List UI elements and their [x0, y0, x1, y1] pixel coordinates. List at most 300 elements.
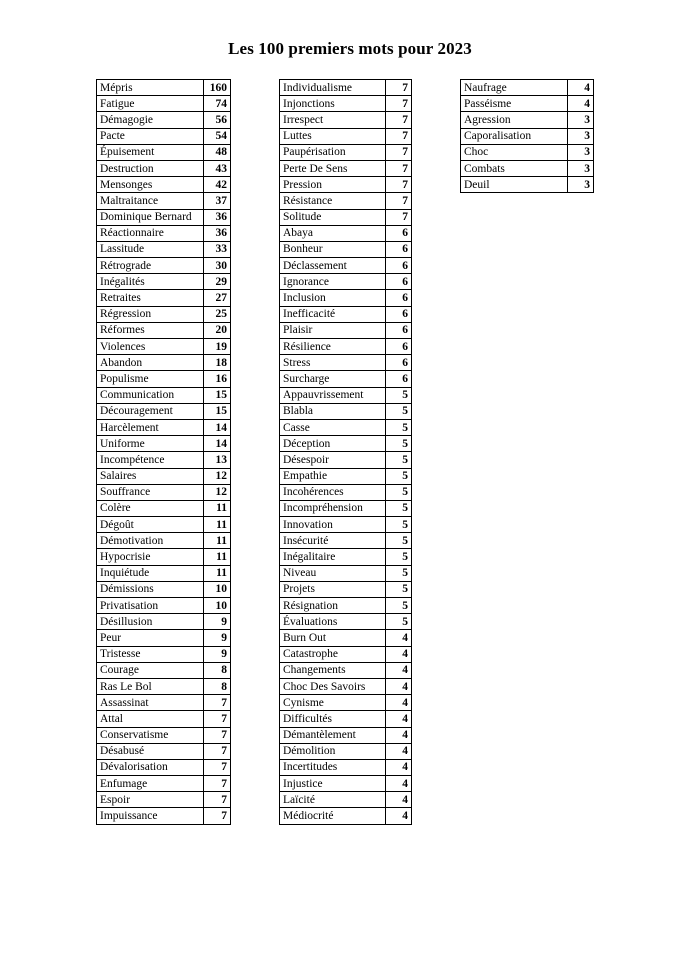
- count-cell: 9: [204, 646, 231, 662]
- count-cell: 27: [204, 290, 231, 306]
- word-cell: Espoir: [97, 792, 204, 808]
- count-cell: 6: [386, 241, 412, 257]
- count-cell: 33: [204, 241, 231, 257]
- word-cell: Deuil: [461, 177, 568, 193]
- table-row: [280, 436, 412, 452]
- table-row: [461, 80, 594, 96]
- table-row: [97, 646, 231, 662]
- count-cell: 25: [204, 306, 231, 322]
- table-row: [280, 662, 412, 678]
- word-cell: Naufrage: [461, 80, 568, 96]
- word-cell: Insécurité: [280, 533, 386, 549]
- count-cell: 16: [204, 371, 231, 387]
- count-cell: 29: [204, 274, 231, 290]
- count-cell: 6: [386, 339, 412, 355]
- table-row: [280, 711, 412, 727]
- count-cell: 6: [386, 322, 412, 338]
- table-row: [97, 792, 231, 808]
- table-row: [97, 96, 231, 112]
- count-cell: 7: [204, 776, 231, 792]
- table-row: [280, 808, 412, 824]
- word-cell: Populisme: [97, 371, 204, 387]
- table-row: [97, 80, 231, 96]
- table-row: [280, 403, 412, 419]
- table-row: [280, 759, 412, 775]
- word-cell: Courage: [97, 662, 204, 678]
- word-cell: Irrespect: [280, 112, 386, 128]
- table-row: [280, 80, 412, 96]
- word-cell: Harcèlement: [97, 419, 204, 435]
- table-row: [280, 290, 412, 306]
- count-cell: 4: [386, 808, 412, 824]
- word-cell: Solitude: [280, 209, 386, 225]
- count-cell: 4: [386, 711, 412, 727]
- word-cell: Inefficacité: [280, 306, 386, 322]
- count-cell: 5: [386, 468, 412, 484]
- word-cell: Épuisement: [97, 144, 204, 160]
- table-row: [97, 695, 231, 711]
- word-cell: Lassitude: [97, 241, 204, 257]
- count-cell: 74: [204, 96, 231, 112]
- table-row: [280, 209, 412, 225]
- table-row: [280, 695, 412, 711]
- table-row: [97, 759, 231, 775]
- table-row: [280, 274, 412, 290]
- table-row: [280, 743, 412, 759]
- count-cell: 4: [568, 96, 594, 112]
- word-cell: Caporalisation: [461, 128, 568, 144]
- count-cell: 7: [386, 96, 412, 112]
- table-row: [97, 258, 231, 274]
- table-row: [280, 581, 412, 597]
- word-cell: Désillusion: [97, 614, 204, 630]
- word-cell: Rétrograde: [97, 258, 204, 274]
- table-row: [280, 678, 412, 694]
- count-cell: 9: [204, 630, 231, 646]
- table-row: [280, 565, 412, 581]
- word-cell: Catastrophe: [280, 646, 386, 662]
- word-cell: Mensonges: [97, 177, 204, 193]
- count-cell: 19: [204, 339, 231, 355]
- word-cell: Pacte: [97, 128, 204, 144]
- count-cell: 7: [386, 193, 412, 209]
- count-cell: 6: [386, 355, 412, 371]
- table-row: [97, 662, 231, 678]
- count-cell: 6: [386, 290, 412, 306]
- table-row: [280, 500, 412, 516]
- count-cell: 3: [568, 177, 594, 193]
- table-row: [280, 630, 412, 646]
- word-cell: Laïcité: [280, 792, 386, 808]
- count-cell: 4: [386, 695, 412, 711]
- table-row: [280, 128, 412, 144]
- count-cell: 4: [386, 743, 412, 759]
- count-cell: 12: [204, 468, 231, 484]
- word-cell: Démolition: [280, 743, 386, 759]
- table-row: [97, 598, 231, 614]
- word-cell: Injustice: [280, 776, 386, 792]
- count-cell: 6: [386, 258, 412, 274]
- count-cell: 7: [386, 209, 412, 225]
- count-cell: 7: [386, 144, 412, 160]
- table-row: [97, 387, 231, 403]
- table-row: [280, 177, 412, 193]
- count-cell: 6: [386, 274, 412, 290]
- word-cell: Dégoût: [97, 517, 204, 533]
- word-cell: Résilience: [280, 339, 386, 355]
- word-cell: Perte De Sens: [280, 160, 386, 176]
- table-row: [461, 128, 594, 144]
- table-row: [280, 339, 412, 355]
- table-row: [97, 468, 231, 484]
- word-cell: Communication: [97, 387, 204, 403]
- table-row: [280, 96, 412, 112]
- count-cell: 12: [204, 484, 231, 500]
- word-cell: Maltraitance: [97, 193, 204, 209]
- word-cell: Peur: [97, 630, 204, 646]
- table-row: [280, 419, 412, 435]
- count-cell: 4: [568, 80, 594, 96]
- word-cell: Ras Le Bol: [97, 678, 204, 694]
- word-cell: Hypocrisie: [97, 549, 204, 565]
- table-row: [97, 371, 231, 387]
- count-cell: 37: [204, 193, 231, 209]
- word-cell: Bonheur: [280, 241, 386, 257]
- word-cell: Régression: [97, 306, 204, 322]
- word-cell: Destruction: [97, 160, 204, 176]
- count-cell: 10: [204, 581, 231, 597]
- table-row: [97, 419, 231, 435]
- count-cell: 11: [204, 500, 231, 516]
- word-cell: Enfumage: [97, 776, 204, 792]
- table-row: [97, 776, 231, 792]
- count-cell: 3: [568, 128, 594, 144]
- table-row: [97, 565, 231, 581]
- count-cell: 5: [386, 598, 412, 614]
- count-cell: 7: [204, 792, 231, 808]
- table-row: [280, 533, 412, 549]
- word-cell: Agression: [461, 112, 568, 128]
- count-cell: 4: [386, 792, 412, 808]
- count-cell: 56: [204, 112, 231, 128]
- table-row: [280, 371, 412, 387]
- count-cell: 4: [386, 646, 412, 662]
- count-cell: 7: [386, 80, 412, 96]
- count-cell: 14: [204, 419, 231, 435]
- page-title: Les 100 premiers mots pour 2023: [228, 39, 472, 58]
- word-cell: Privatisation: [97, 598, 204, 614]
- word-cell: Résignation: [280, 598, 386, 614]
- table-row: [97, 727, 231, 743]
- word-cell: Surcharge: [280, 371, 386, 387]
- table-row: [97, 306, 231, 322]
- table-row: [97, 274, 231, 290]
- count-cell: 7: [204, 759, 231, 775]
- count-cell: 7: [204, 727, 231, 743]
- word-cell: Inclusion: [280, 290, 386, 306]
- count-cell: 14: [204, 436, 231, 452]
- table-row: [97, 339, 231, 355]
- word-cell: Burn Out: [280, 630, 386, 646]
- table-row: [280, 306, 412, 322]
- table-row: [461, 96, 594, 112]
- word-cell: Choc Des Savoirs: [280, 678, 386, 694]
- count-cell: 4: [386, 662, 412, 678]
- count-cell: 42: [204, 177, 231, 193]
- word-cell: Blabla: [280, 403, 386, 419]
- count-cell: 5: [386, 387, 412, 403]
- word-cell: Dévalorisation: [97, 759, 204, 775]
- count-cell: 6: [386, 306, 412, 322]
- table-row: [97, 128, 231, 144]
- word-cell: Inégalitaire: [280, 549, 386, 565]
- word-cell: Découragement: [97, 403, 204, 419]
- count-cell: 5: [386, 436, 412, 452]
- word-cell: Démagogie: [97, 112, 204, 128]
- word-cell: Évaluations: [280, 614, 386, 630]
- count-cell: 7: [386, 177, 412, 193]
- count-cell: 5: [386, 614, 412, 630]
- count-cell: 11: [204, 565, 231, 581]
- count-cell: 43: [204, 160, 231, 176]
- table-row: [280, 225, 412, 241]
- count-cell: 5: [386, 517, 412, 533]
- table-row: [280, 322, 412, 338]
- count-cell: 7: [204, 743, 231, 759]
- word-cell: Salaires: [97, 468, 204, 484]
- word-cell: Fatigue: [97, 96, 204, 112]
- table-row: [97, 533, 231, 549]
- word-cell: Changements: [280, 662, 386, 678]
- word-cell: Dominique Bernard: [97, 209, 204, 225]
- table-row: [97, 290, 231, 306]
- word-cell: Désabusé: [97, 743, 204, 759]
- table-row: [280, 646, 412, 662]
- word-cell: Tristesse: [97, 646, 204, 662]
- count-cell: 4: [386, 678, 412, 694]
- count-cell: 5: [386, 533, 412, 549]
- count-cell: 36: [204, 225, 231, 241]
- count-cell: 48: [204, 144, 231, 160]
- table-row: [97, 743, 231, 759]
- table-row: [280, 144, 412, 160]
- table-row: [97, 177, 231, 193]
- count-cell: 3: [568, 112, 594, 128]
- count-cell: 7: [386, 128, 412, 144]
- count-cell: 3: [568, 144, 594, 160]
- word-cell: Choc: [461, 144, 568, 160]
- word-cell: Désespoir: [280, 452, 386, 468]
- word-cell: Attal: [97, 711, 204, 727]
- word-cell: Réactionnaire: [97, 225, 204, 241]
- word-cell: Individualisme: [280, 80, 386, 96]
- count-cell: 5: [386, 500, 412, 516]
- table-row: [97, 209, 231, 225]
- word-cell: Passéisme: [461, 96, 568, 112]
- count-cell: 7: [204, 695, 231, 711]
- table-row: [97, 484, 231, 500]
- table-row: [97, 711, 231, 727]
- word-cell: Combats: [461, 160, 568, 176]
- table-row: [97, 581, 231, 597]
- count-cell: 4: [386, 759, 412, 775]
- count-cell: 9: [204, 614, 231, 630]
- word-cell: Incertitudes: [280, 759, 386, 775]
- word-cell: Conservatisme: [97, 727, 204, 743]
- table-row: [280, 776, 412, 792]
- table-row: [280, 614, 412, 630]
- table-row: [97, 160, 231, 176]
- table-row: [461, 144, 594, 160]
- word-cell: Appauvrissement: [280, 387, 386, 403]
- table-row: [97, 193, 231, 209]
- count-cell: 8: [204, 678, 231, 694]
- count-cell: 11: [204, 533, 231, 549]
- table-row: [97, 322, 231, 338]
- word-cell: Empathie: [280, 468, 386, 484]
- table-row: [280, 355, 412, 371]
- word-cell: Médiocrité: [280, 808, 386, 824]
- word-cell: Stress: [280, 355, 386, 371]
- count-cell: 6: [386, 371, 412, 387]
- word-cell: Démissions: [97, 581, 204, 597]
- table-row: [280, 112, 412, 128]
- word-cell: Déception: [280, 436, 386, 452]
- word-cell: Cynisme: [280, 695, 386, 711]
- word-table-column-3: [460, 79, 594, 193]
- word-cell: Niveau: [280, 565, 386, 581]
- table-row: [280, 468, 412, 484]
- table-row: [280, 517, 412, 533]
- word-cell: Colère: [97, 500, 204, 516]
- table-row: [97, 549, 231, 565]
- word-cell: Injonctions: [280, 96, 386, 112]
- count-cell: 5: [386, 403, 412, 419]
- word-table-column-1: [96, 79, 231, 825]
- count-cell: 5: [386, 565, 412, 581]
- word-cell: Démotivation: [97, 533, 204, 549]
- word-cell: Incompétence: [97, 452, 204, 468]
- count-cell: 5: [386, 581, 412, 597]
- table-row: [97, 112, 231, 128]
- count-cell: 3: [568, 160, 594, 176]
- count-cell: 160: [204, 80, 231, 96]
- count-cell: 36: [204, 209, 231, 225]
- table-row: [280, 727, 412, 743]
- count-cell: 5: [386, 452, 412, 468]
- table-row: [280, 241, 412, 257]
- word-cell: Incompréhension: [280, 500, 386, 516]
- word-cell: Retraites: [97, 290, 204, 306]
- count-cell: 15: [204, 403, 231, 419]
- table-row: [280, 193, 412, 209]
- count-cell: 6: [386, 225, 412, 241]
- count-cell: 30: [204, 258, 231, 274]
- word-cell: Impuissance: [97, 808, 204, 824]
- word-cell: Inégalités: [97, 274, 204, 290]
- table-row: [97, 452, 231, 468]
- count-cell: 4: [386, 776, 412, 792]
- table-row: [461, 177, 594, 193]
- count-cell: 20: [204, 322, 231, 338]
- table-row: [97, 808, 231, 824]
- word-cell: Uniforme: [97, 436, 204, 452]
- table-row: [97, 630, 231, 646]
- word-cell: Pression: [280, 177, 386, 193]
- table-row: [280, 484, 412, 500]
- word-cell: Ignorance: [280, 274, 386, 290]
- count-cell: 7: [386, 112, 412, 128]
- word-cell: Abandon: [97, 355, 204, 371]
- count-cell: 15: [204, 387, 231, 403]
- word-cell: Plaisir: [280, 322, 386, 338]
- table-row: [97, 403, 231, 419]
- table-row: [280, 452, 412, 468]
- table-row: [280, 792, 412, 808]
- table-row: [280, 387, 412, 403]
- count-cell: 5: [386, 484, 412, 500]
- count-cell: 5: [386, 419, 412, 435]
- table-row: [280, 160, 412, 176]
- count-cell: 7: [386, 160, 412, 176]
- table-row: [280, 598, 412, 614]
- count-cell: 8: [204, 662, 231, 678]
- word-cell: Difficultés: [280, 711, 386, 727]
- table-row: [97, 614, 231, 630]
- count-cell: 5: [386, 549, 412, 565]
- table-row: [97, 225, 231, 241]
- count-cell: 4: [386, 630, 412, 646]
- table-row: [97, 355, 231, 371]
- word-cell: Assassinat: [97, 695, 204, 711]
- table-row: [97, 500, 231, 516]
- word-cell: Réformes: [97, 322, 204, 338]
- count-cell: 11: [204, 517, 231, 533]
- word-cell: Souffrance: [97, 484, 204, 500]
- word-cell: Incohérences: [280, 484, 386, 500]
- count-cell: 13: [204, 452, 231, 468]
- count-cell: 4: [386, 727, 412, 743]
- count-cell: 11: [204, 549, 231, 565]
- word-table-column-2: [279, 79, 412, 825]
- word-cell: Abaya: [280, 225, 386, 241]
- table-row: [97, 241, 231, 257]
- count-cell: 18: [204, 355, 231, 371]
- count-cell: 54: [204, 128, 231, 144]
- word-cell: Projets: [280, 581, 386, 597]
- table-row: [97, 678, 231, 694]
- count-cell: 10: [204, 598, 231, 614]
- table-row: [97, 144, 231, 160]
- word-cell: Violences: [97, 339, 204, 355]
- word-cell: Déclassement: [280, 258, 386, 274]
- table-row: [280, 258, 412, 274]
- table-row: [280, 549, 412, 565]
- word-cell: Résistance: [280, 193, 386, 209]
- count-cell: 7: [204, 808, 231, 824]
- table-row: [461, 112, 594, 128]
- word-cell: Paupérisation: [280, 144, 386, 160]
- table-row: [97, 436, 231, 452]
- table-row: [461, 160, 594, 176]
- word-cell: Démantèlement: [280, 727, 386, 743]
- word-cell: Mépris: [97, 80, 204, 96]
- word-cell: Casse: [280, 419, 386, 435]
- table-row: [97, 517, 231, 533]
- word-cell: Luttes: [280, 128, 386, 144]
- word-cell: Innovation: [280, 517, 386, 533]
- word-cell: Inquiétude: [97, 565, 204, 581]
